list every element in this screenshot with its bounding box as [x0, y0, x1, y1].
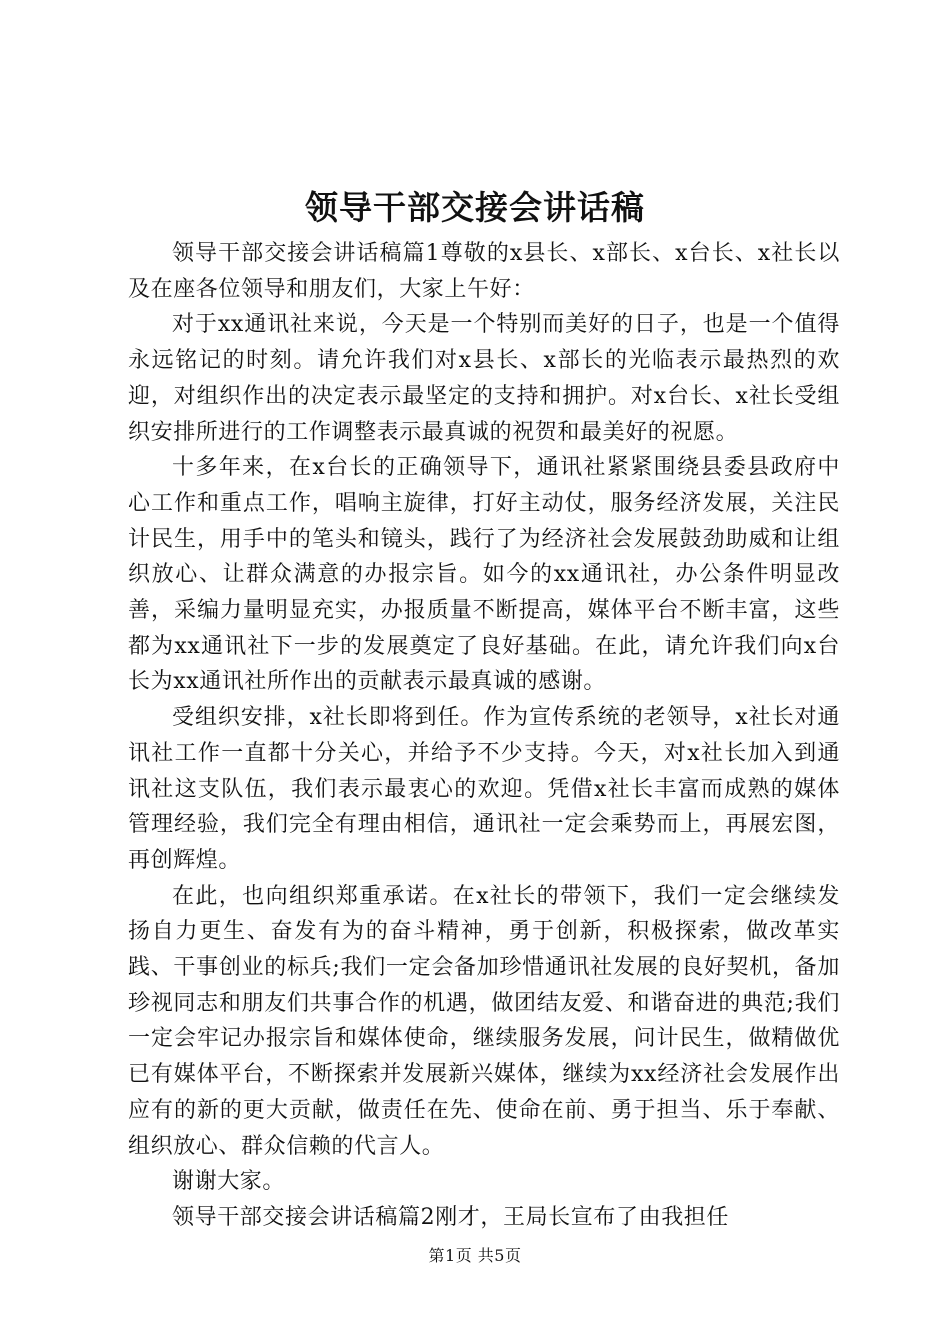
paragraph-5: 在此，也向组织郑重承诺。在x社长的带领下，我们一定会继续发扬自力更生、奋发有为的奋斗精神，勇于创新，积极探索，做改革实践、干事创业的标兵;我们一定会备加珍惜通讯社发展的良好契机，备加珍视同志和朋友们共事合作的机遇，做团结友爱、和谐奋进的典范;我们一定会牢记办报宗旨和媒体使命，继续服务发展，问计民生，做精做优已有媒体平台，不断探索并发展新兴媒体，继续为xx经济社会发展作出应有的新的更大贡献，做责任在先、使命在前、勇于担当、乐于奉献、组织放心、群众信赖的代言人。: [128, 883, 840, 1159]
page-title: 领导干部交接会讲话稿: [305, 188, 645, 227]
document-body: [128, 236, 840, 1236]
paragraph-1: 领导干部交接会讲话稿篇1尊敬的x县长、x部长、x台长、x社长以及在座各位领导和朋友们，大家上午好：: [128, 241, 840, 302]
page-footer: 第1页 共5页: [428, 1246, 522, 1265]
paragraph-2: 对于xx通讯社来说，今天是一个特别而美好的日子，也是一个值得永远铭记的时刻。请允许我们对x县长、x部长的光临表示最热烈的欢迎，对组织作出的决定表示最坚定的支持和拥护。对x台长、x社长受组织安排所进行的工作调整表示最真诚的祝贺和最美好的祝愿。: [128, 312, 840, 445]
paragraph-4: 受组织安排，x社长即将到任。作为宣传系统的老领导，x社长对通讯社工作一直都十分关心，并给予不少支持。今天，对x社长加入到通讯社这支队伍，我们表示最衷心的欢迎。凭借x社长丰富而成熟的媒体管理经验，我们完全有理由相信，通讯社一定会乘势而上，再展宏图，再创辉煌。: [128, 705, 840, 873]
paragraph-7: 领导干部交接会讲话稿篇2刚才，王局长宣布了由我担任: [172, 1204, 729, 1230]
paragraph-6: 谢谢大家。: [172, 1169, 286, 1195]
paragraph-3: 十多年来，在x台长的正确领导下，通讯社紧紧围绕县委县政府中心工作和重点工作，唱响主旋律，打好主动仗，服务经济发展，关注民计民生，用手中的笔头和镜头，践行了为经济社会发展鼓劲助威和让组织放心、让群众满意的办报宗旨。如今的xx通讯社，办公条件明显改善，采编力量明显充实，办报质量不断提高，媒体平台不断丰富，这些都为xx通讯社下一步的发展奠定了良好基础。在此，请允许我们向x台长为xx通讯社所作出的贡献表示最真诚的感谢。: [128, 455, 840, 695]
